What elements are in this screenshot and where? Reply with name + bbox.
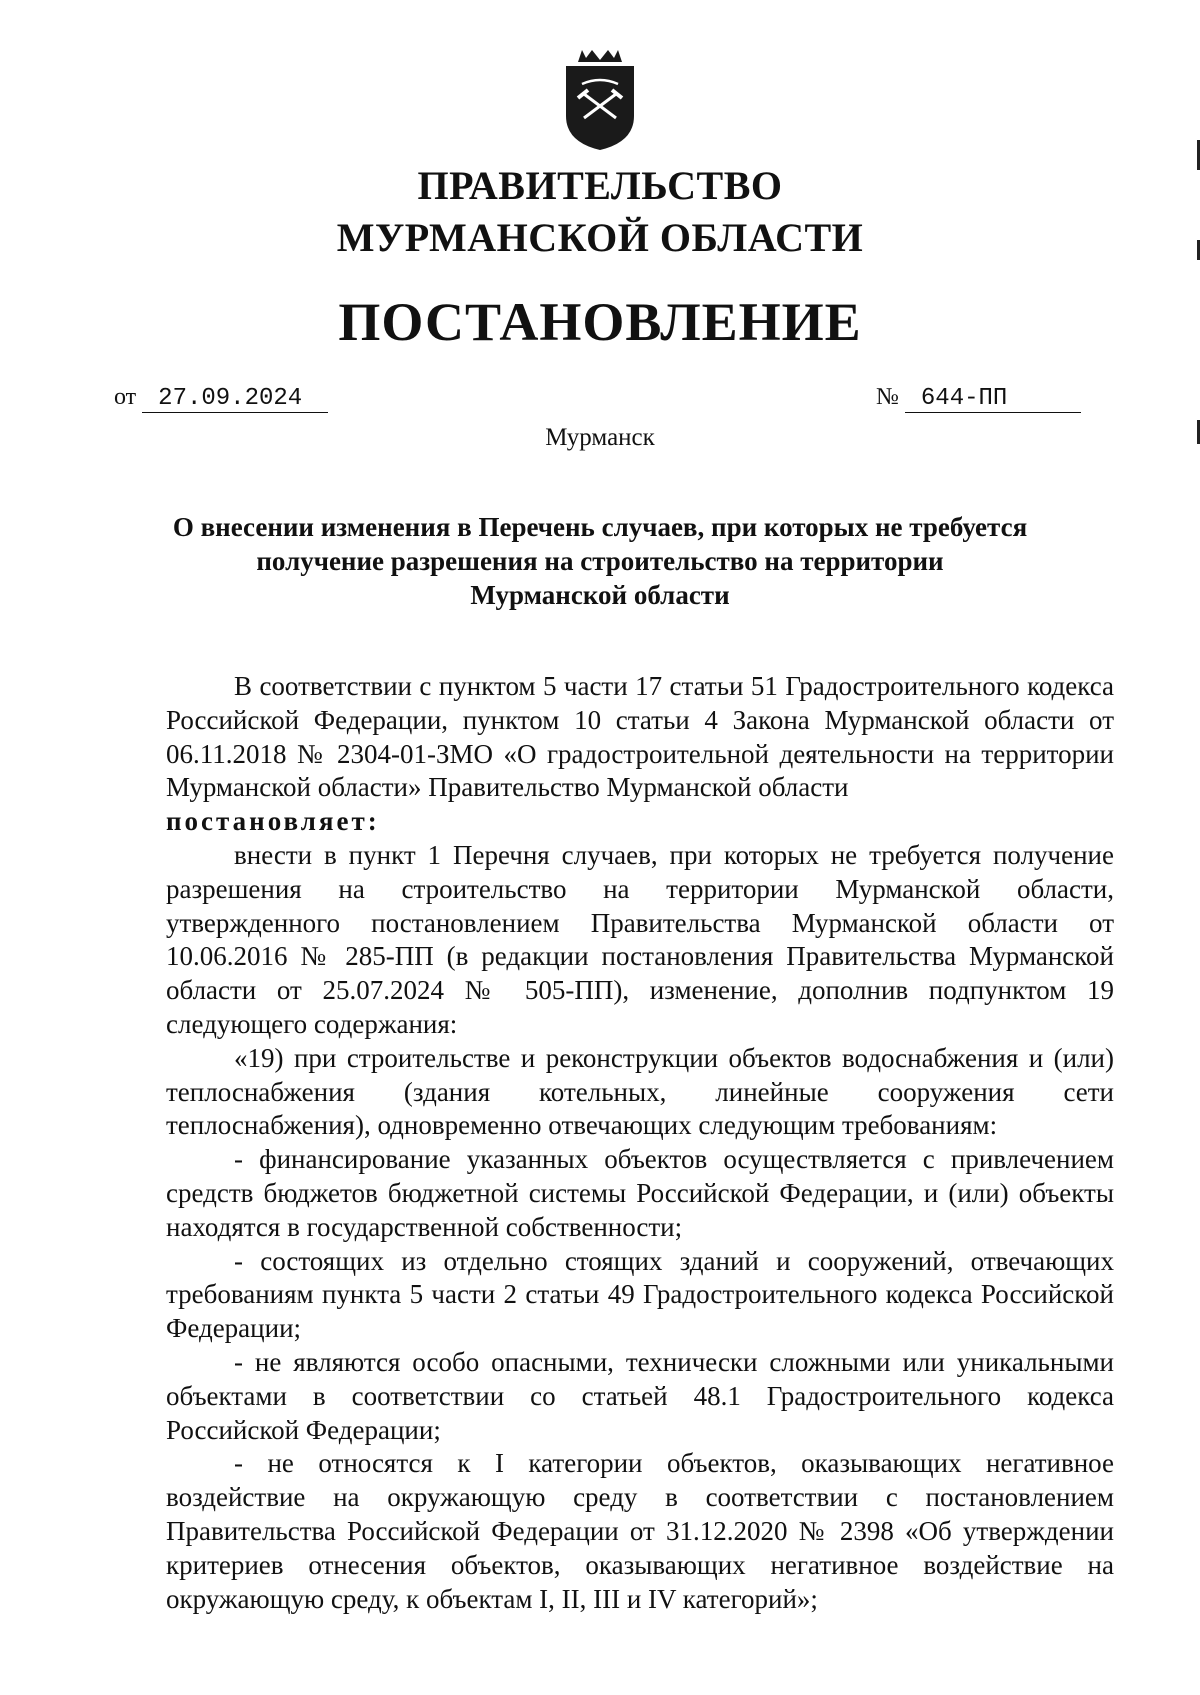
paragraph-amendment: внести в пункт 1 Перечня случаев, при которых не требуется получение разрешения на строительство на территории Мурманской области, утвержденного постановлением Правительства Мурманской области от 10.06.2016 № 285-ПП (в редакции постановления Правительства Мурманской области от 25.07.2024 № 505-ПП), изменение, дополнив подпунктом 19 следующего содержания: <box>166 839 1114 1039</box>
organization-line-1: ПРАВИТЕЛЬСТВО <box>417 163 783 208</box>
paragraph-requirement-1: - финансирование указанных объектов осуществляется с привлечением средств бюджетов бюджетной системы Российской Федерации, и (или) объекты находятся в государственной собственности; <box>166 1144 1114 1242</box>
city: Мурманск <box>545 424 655 451</box>
number-value: 644-ПП <box>905 385 1081 413</box>
document-type: ПОСТАНОВЛЕНИЕ <box>338 292 862 352</box>
title-line-2: получение разрешения на строительство на территории <box>256 546 944 576</box>
date-value: 27.09.2024 <box>142 385 328 413</box>
title-line-1: О внесении изменения в Перечень случаев, при которых не требуется <box>172 512 1028 542</box>
number-prefix: № <box>876 384 899 410</box>
organization-name <box>0 160 1200 264</box>
date-prefix: от <box>114 384 137 410</box>
document-body <box>166 670 1114 1616</box>
document-title <box>140 510 1060 612</box>
paragraph-item-19: «19) при строительстве и реконструкции объектов водоснабжения и (или) теплоснабжения (здания котельных, линейные сооружения сети теплоснабжения), одновременно отвечающих следующим требованиям: <box>166 1042 1114 1141</box>
organization-line-2: МУРМАНСКОЙ ОБЛАСТИ <box>336 215 864 260</box>
preamble-text: В соответствии с пунктом 5 части 17 статьи 51 Градостроительного кодекса Российской Федерации, пунктом 10 статьи 4 Закона Мурманской области от 06.11.2018 № 2304-01-ЗМО «О градостроительной деятельности на территории Мурманской области» Правительство Мурманской области <box>166 671 1114 803</box>
paragraph-requirement-2: - состоящих из отдельно стоящих зданий и сооружений, отвечающих требованиям пункта 5 части 2 статьи 49 Градостроительного кодекса Российской Федерации; <box>166 1245 1114 1344</box>
paragraph-requirement-4: - не относятся к I категории объектов, оказывающих негативное воздействие на окружающую среду в соответствии с постановлением Правительства Российской Федерации от 31.12.2020 № 2398 «Об утверждении критериев отнесения объектов, оказывающих негативное воздействие на окружающую среду, к объектам I, II, III и IV категорий»; <box>166 1448 1114 1614</box>
document-date <box>114 384 328 413</box>
paragraph-preamble <box>166 670 1114 839</box>
title-line-3: Мурманской области <box>470 580 730 610</box>
paragraph-requirement-3: - не являются особо опасными, технически сложными или уникальными объектами в соответствии со статьей 48.1 Градостроительного кодекса Российской Федерации; <box>166 1346 1114 1445</box>
resolves-word: постановляет: <box>166 806 380 837</box>
document-number <box>876 384 1081 413</box>
coat-of-arms-icon <box>558 46 642 152</box>
